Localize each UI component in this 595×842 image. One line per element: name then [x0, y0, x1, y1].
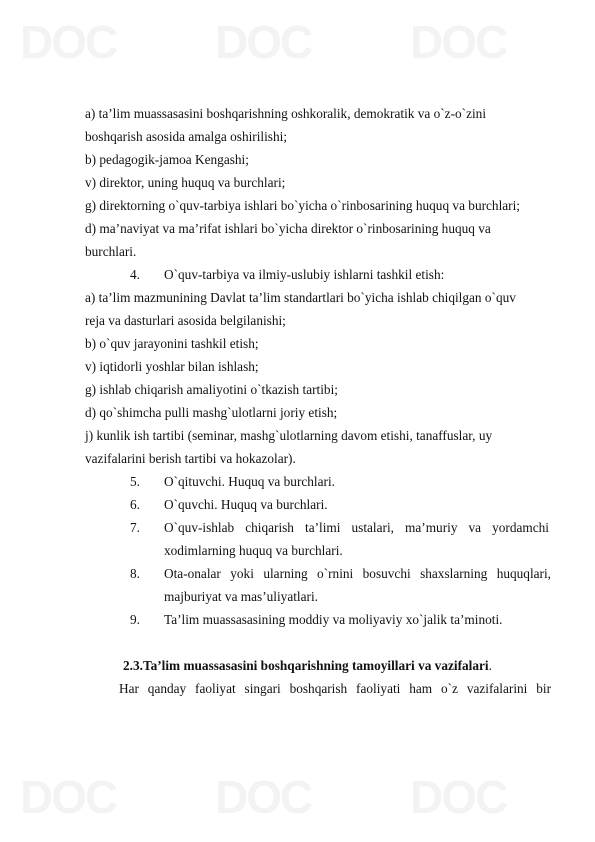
text-line: a) ta’lim mazmunining Davlat ta’lim standartlari bo`yicha ishlab chiqilgan o`quv — [85, 290, 516, 305]
watermark: DOC — [20, 16, 117, 68]
section-heading — [123, 659, 492, 672]
list-number: 6. — [130, 497, 140, 512]
list-item-text: O`quv-tarbiya va ilmiy-uslubiy ishlarni tashkil etish: — [164, 267, 445, 282]
list-item-text: majburiyat va mas’uliyatlari. — [164, 589, 318, 604]
list-item-text: O`quvchi. Huquq va burchlari. — [164, 497, 328, 512]
watermark: DOC — [20, 771, 117, 823]
text-line: d) ma’naviyat va ma’rifat ishlari bo`yicha direktor o`rinbosarining huquq va — [85, 221, 491, 236]
watermark: DOC — [215, 771, 312, 823]
section-heading-period: . — [488, 658, 492, 673]
text-line: reja va dasturlari asosida belgilanishi; — [85, 313, 286, 328]
list-number: 7. — [130, 520, 140, 535]
list-item-text: O`quv-ishlab chiqarish ta’limi ustalari, ma’muriy va yordamchi — [164, 520, 549, 535]
list-item-text: xodimlarning huquq va burchlari. — [164, 543, 343, 558]
watermark: DOC — [410, 771, 507, 823]
list-number: 4. — [130, 267, 140, 282]
text-line: g) direktorning o`quv-tarbiya ishlari bo`yicha o`rinbosarining huquq va burchlari; — [85, 198, 520, 213]
text-line: b) o`quv jarayonini tashkil etish; — [85, 336, 259, 351]
list-item-text: Ota-onalar yoki ularning o`rnini bosuvchi shaxslarning huquqlari, — [164, 566, 551, 581]
text-line: b) pedagogik-jamoa Kengashi; — [85, 152, 249, 167]
paragraph-line: Har qanday faoliyat singari boshqarish faoliyati ham o`z vazifalarini bir — [119, 681, 551, 696]
text-line: burchlari. — [85, 244, 137, 259]
text-line: g) ishlab chiqarish amaliyotini o`tkazish tartibi; — [85, 382, 338, 397]
text-line: v) direktor, uning huquq va burchlari; — [85, 175, 286, 190]
text-line: vazifalarini berish tartibi va hokazolar). — [85, 451, 296, 466]
text-line: j) kunlik ish tartibi (seminar, mashg`ulotlarning davom etishi, tanaffuslar, uy — [85, 428, 493, 443]
text-line: boshqarish asosida amalga oshirilishi; — [85, 129, 288, 144]
text-line: v) iqtidorli yoshlar bilan ishlash; — [85, 359, 259, 374]
list-number: 9. — [130, 612, 140, 627]
watermark: DOC — [410, 16, 507, 68]
list-item-text: Ta’lim muassasasining moddiy va moliyaviy xo`jalik ta’minoti. — [164, 612, 503, 627]
list-number: 8. — [130, 566, 140, 581]
text-line: a) ta’lim muassasasini boshqarishning oshkoralik, demokratik va o`z-o`zini — [85, 106, 487, 121]
list-item-text: O`qituvchi. Huquq va burchlari. — [164, 474, 335, 489]
list-number: 5. — [130, 474, 140, 489]
section-heading-text: 2.3.Ta’lim muassasasini boshqarishning tamoyillari va vazifalari — [123, 658, 489, 673]
watermark: DOC — [215, 16, 312, 68]
text-line: d) qo`shimcha pulli mashg`ulotlarni joriy etish; — [85, 405, 338, 420]
